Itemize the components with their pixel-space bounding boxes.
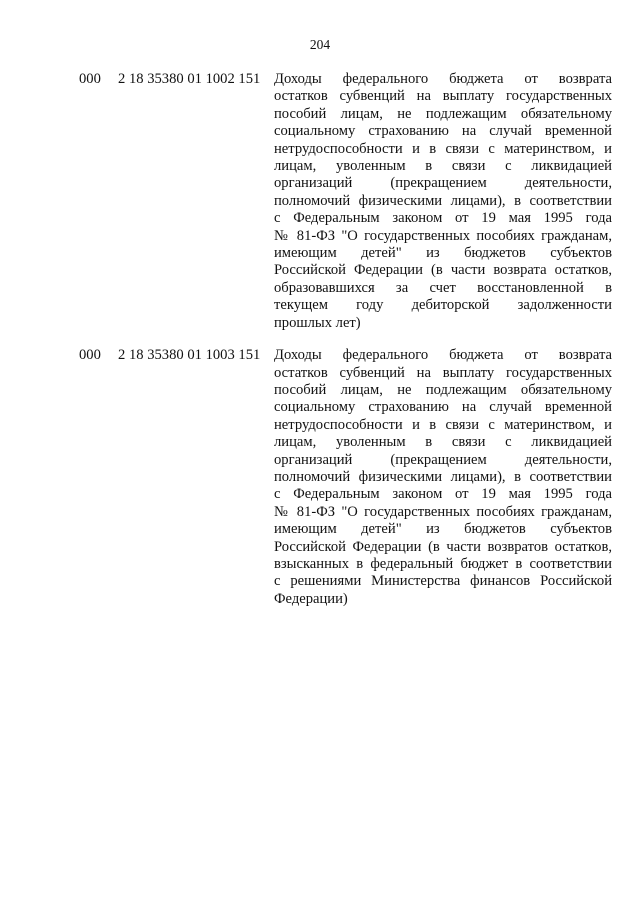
description-line: с решениями Министерства финансов Российской	[274, 573, 612, 590]
description-line: № 81-ФЗ "О государственных пособиях гражданам,	[274, 227, 612, 244]
budget-classification-code: 2 18 35380 01 1003 151	[118, 347, 261, 364]
admin-code: 000	[79, 71, 101, 87]
description-line: социальному страхованию на случай временной	[274, 399, 612, 416]
description-line: имеющим детей" из бюджетов субъектов	[274, 245, 612, 262]
description-line: лицам, уволенным в связи с ликвидацией	[274, 158, 612, 175]
description-line: пособий лицам, не подлежащим обязательному	[274, 381, 612, 398]
description-line: Федерации)	[274, 590, 348, 607]
revenue-description	[274, 347, 612, 608]
description-line: остатков субвенций на выплату государственных	[274, 364, 612, 381]
description-line: организаций (прекращением деятельности,	[274, 451, 612, 468]
description-line: лицам, уволенным в связи с ликвидацией	[274, 434, 612, 451]
page-number: 204	[309, 37, 331, 52]
description-line: прошлых лет)	[274, 314, 361, 331]
description-line: Доходы федерального бюджета от возврата	[274, 71, 612, 87]
description-line: с Федеральным законом от 19 мая 1995 года	[274, 210, 612, 227]
description-line: имеющим детей" из бюджетов субъектов	[274, 521, 612, 538]
description-line: текущем году дебиторской задолженности	[274, 297, 612, 314]
admin-code: 000	[79, 347, 101, 364]
table-row	[0, 71, 640, 332]
description-line: с Федеральным законом от 19 мая 1995 года	[274, 486, 612, 503]
revenue-description	[274, 71, 612, 332]
description-line: Российской Федерации (в части возвратов остатков,	[274, 538, 612, 555]
description-line: остатков субвенций на выплату государственных	[274, 88, 612, 105]
budget-classification-code: 2 18 35380 01 1002 151	[118, 71, 261, 87]
budget-code-table	[0, 71, 640, 608]
description-line: нетрудоспособности и в связи с материнством, и	[274, 416, 612, 433]
description-line: Российской Федерации (в части возврата остатков,	[274, 262, 612, 279]
description-line: № 81-ФЗ "О государственных пособиях гражданам,	[274, 503, 612, 520]
description-line: нетрудоспособности и в связи с материнством, и	[274, 140, 612, 157]
description-line: социальному страхованию на случай временной	[274, 123, 612, 140]
description-line: полномочий физическими лицами), в соответствии	[274, 192, 612, 209]
description-line: образовавшихся за счет восстановленной в	[274, 279, 612, 296]
description-line: полномочий физическими лицами), в соответствии	[274, 468, 612, 485]
description-line: организаций (прекращением деятельности,	[274, 175, 612, 192]
table-row	[0, 347, 640, 608]
description-line: пособий лицам, не подлежащим обязательному	[274, 105, 612, 122]
description-line: взысканных в федеральный бюджет в соответствии	[274, 555, 612, 572]
description-line: Доходы федерального бюджета от возврата	[274, 347, 612, 364]
